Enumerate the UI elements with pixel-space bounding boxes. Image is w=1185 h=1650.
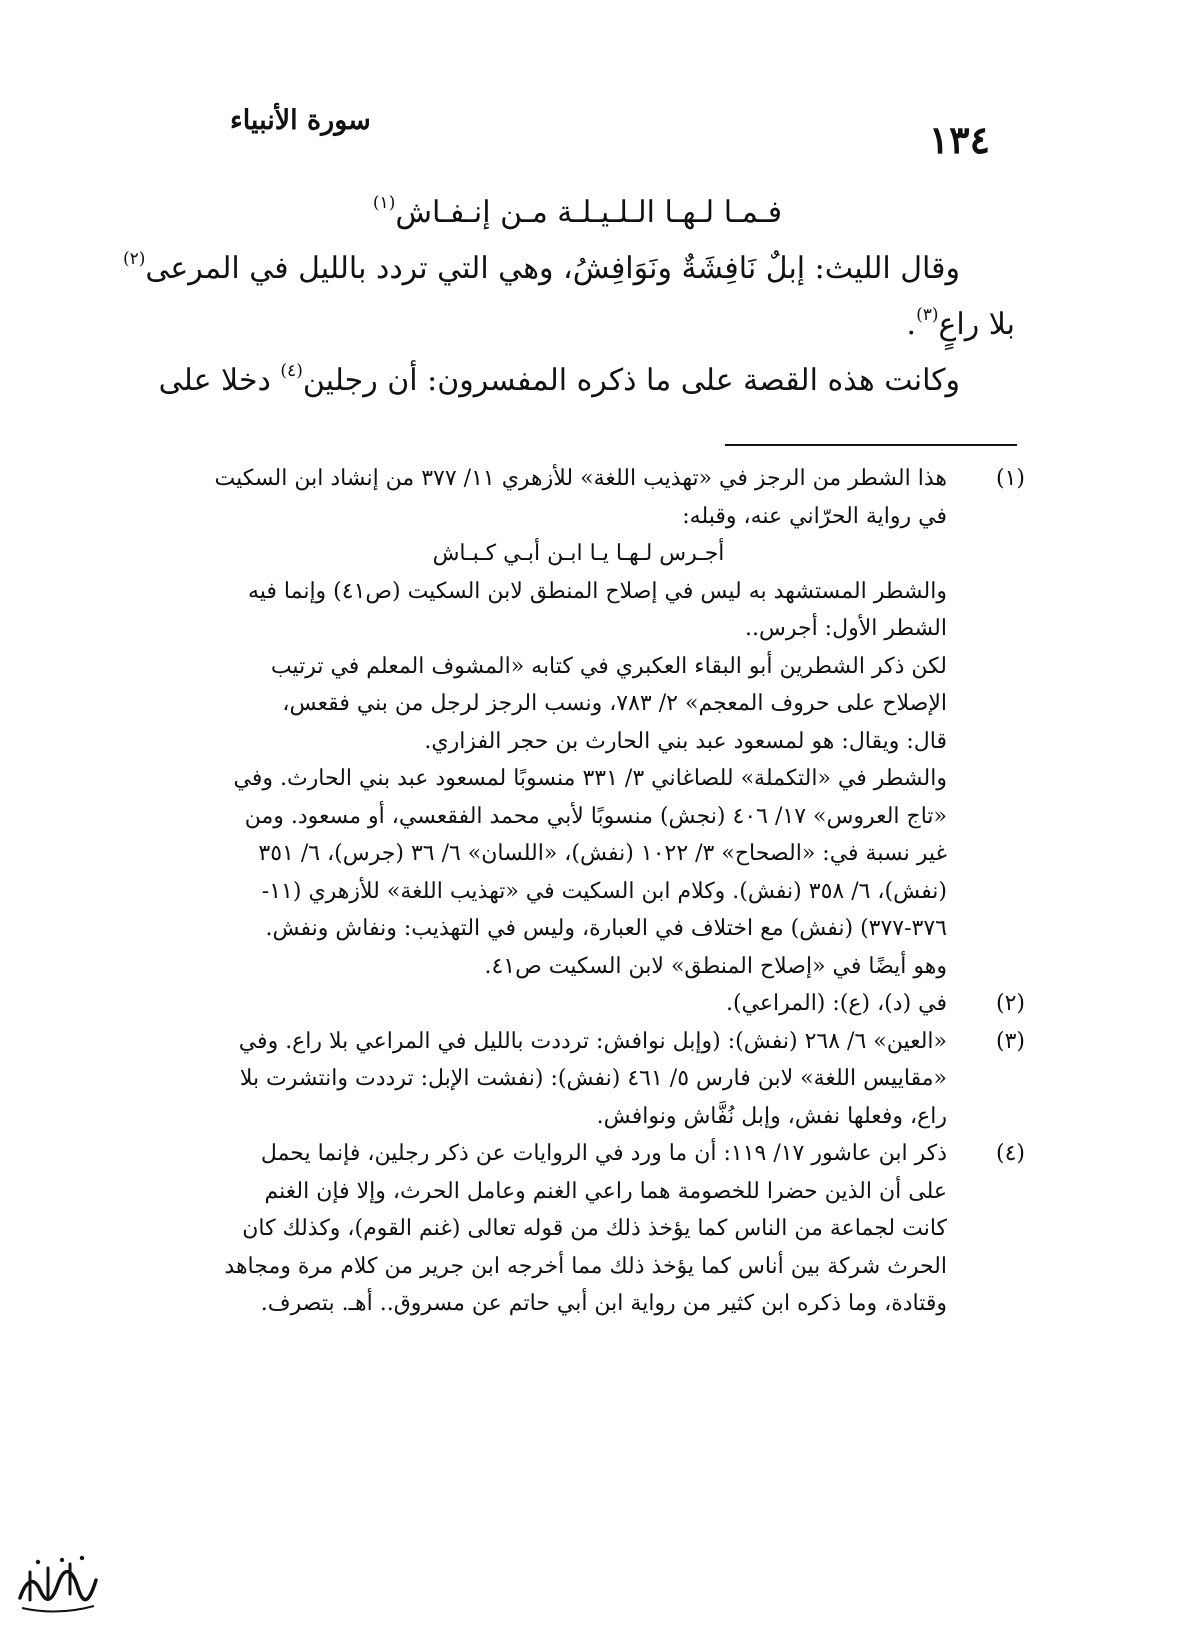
footnote-line: كانت لجماعة من الناس كما يؤخذ ذلك من قوله تعالى (غنم القوم)، وكذلك كان bbox=[242, 1216, 947, 1241]
footnote-ref-4[interactable]: (٤) bbox=[280, 361, 303, 381]
footnote-line: الحرث شركة بين أناس كما يؤخذ ذلك مما أخرجه ابن جرير من كلام مرة ومجاهد bbox=[224, 1253, 947, 1279]
footnote-number: (٢) bbox=[995, 991, 1025, 1016]
footnote-line: في (د)، (ع): (المراعي). bbox=[725, 991, 947, 1016]
footnote-line: ٣٧٦-٣٧٧) (نفش) مع اختلاف في العبارة، وليس في التهذيب: ونفاش ونفش. bbox=[265, 916, 947, 941]
verse-text: فـمـا لـهـا الـلـيـلـة مـن إنـفـاش bbox=[395, 195, 783, 230]
footnote-3 bbox=[150, 1023, 1025, 1136]
footnote-ref-2[interactable]: (٢) bbox=[122, 249, 146, 269]
footnote-ref-3[interactable]: (٣) bbox=[916, 305, 939, 325]
footnote-separator bbox=[725, 444, 1017, 446]
footnote-1 bbox=[150, 460, 1025, 985]
line-2-end: . bbox=[906, 307, 917, 342]
footnote-line: وهو أيضًا في «إصلاح المنطق» لابن السكيت ص٤١. bbox=[484, 953, 947, 979]
main-text bbox=[122, 185, 1015, 409]
surah-title: سورة الأنبياء bbox=[230, 105, 371, 136]
page-number: ١٣٤ bbox=[928, 117, 990, 162]
footnote-line: «العين» ٦/ ٢٦٨ (نفش): (وإبل نوافش: ترددت بالليل في المراعي بلا راع. وفي bbox=[238, 1028, 947, 1054]
footnote-line: غير نسبة في: «الصحاح» ٣/ ١٠٢٢ (نفش)، «اللسان» ٦/ ٣٦ (جرس)، ٦/ ٣٥١ bbox=[258, 841, 947, 866]
line-1-text: وقال الليث: إبلٌ نَافِشَةٌ ونَوَافِشُ، وهي التي تردد بالليل في المرعى bbox=[145, 251, 960, 286]
calligraphy-logo-icon bbox=[12, 1550, 102, 1620]
footnote-ref-1[interactable]: (١) bbox=[372, 193, 396, 213]
poetry-verse bbox=[140, 185, 1015, 241]
footnote-line: «تاج العروس» ١٧/ ٤٠٦ (نجش) منسوبًا لأبي محمد الفقعسي، أو مسعود. ومن bbox=[244, 803, 947, 829]
paragraph-line-3 bbox=[140, 353, 1015, 409]
footnote-line: الشطر الأول: أجرس.. bbox=[745, 616, 947, 641]
footnote-line: راع، وفعلها نفش، وإبل نُفَّاش ونوافش. bbox=[596, 1103, 947, 1129]
line-2-text: بلا راعٍ bbox=[938, 307, 1015, 342]
footnote-line: قال: ويقال: هو لمسعود عبد بني الحارث بن حجر الفزاري. bbox=[424, 728, 947, 754]
footnote-line: والشطر في «التكملة» للصاغاني ٣/ ٣٣١ منسوبًا لمسعود عبد بني الحارث. وفي bbox=[233, 766, 947, 791]
footnote-line: والشطر المستشهد به ليس في إصلاح المنطق لابن السكيت (ص٤١) وإنما فيه bbox=[247, 578, 947, 604]
footnote-4 bbox=[150, 1135, 1025, 1323]
footnote-line: ذكر ابن عاشور ١٧/ ١١٩: أن ما ورد في الروايات عن ذكر رجلين، فإنما يحمل bbox=[260, 1141, 947, 1166]
paragraph-line-2 bbox=[140, 297, 1015, 353]
line-3-start: وكانت هذه القصة على ما ذكره المفسرون: أن رجلين bbox=[302, 363, 960, 398]
footnote-line: على أن الذين حضرا للخصومة هما راعي الغنم وعامل الحرث، وإلا فإن الغنم bbox=[264, 1178, 947, 1204]
footnote-line: لكن ذكر الشطرين أبو البقاء العكبري في كتابه «المشوف المعلم في ترتيب bbox=[270, 653, 947, 679]
footnote-number: (٣) bbox=[995, 1028, 1025, 1054]
footnote-line: وقتادة، وما ذكره ابن كثير من رواية ابن أبي حاتم عن مسروق.. أهـ. بتصرف. bbox=[260, 1291, 947, 1316]
footnote-line: في رواية الحرّاني عنه، وقبله: bbox=[682, 503, 947, 529]
line-3-end: دخلا على bbox=[158, 363, 271, 398]
footnotes-section bbox=[150, 460, 1025, 1323]
footnote-line: «مقاييس اللغة» لابن فارس ٥/ ٤٦١ (نفش): (نفشت الإبل: ترددت وانتشرت بلا bbox=[239, 1066, 947, 1091]
paragraph-line-1 bbox=[122, 241, 1015, 297]
footnote-verse: أجـرس لـهـا يـا ابـن أبـي كـبـاش bbox=[432, 541, 725, 566]
footnote-line: (نفش)، ٦/ ٣٥٨ (نفش). وكلام ابن السكيت في «تهذيب اللغة» للأزهري (١١- bbox=[261, 878, 947, 904]
footnote-2 bbox=[150, 985, 1025, 1023]
page-header bbox=[230, 105, 990, 162]
footnote-line: هذا الشطر من الرجز في «تهذيب اللغة» للأزهري ١١/ ٣٧٧ من إنشاد ابن السكيت bbox=[214, 466, 947, 491]
footnote-number: (٤) bbox=[995, 1141, 1025, 1166]
logo-mark bbox=[12, 1550, 102, 1620]
footnote-number: (١) bbox=[995, 466, 1025, 491]
footnote-line: الإصلاح على حروف المعجم» ٢/ ٧٨٣، ونسب الرجز لرجل من بني فقعس، bbox=[282, 691, 947, 716]
